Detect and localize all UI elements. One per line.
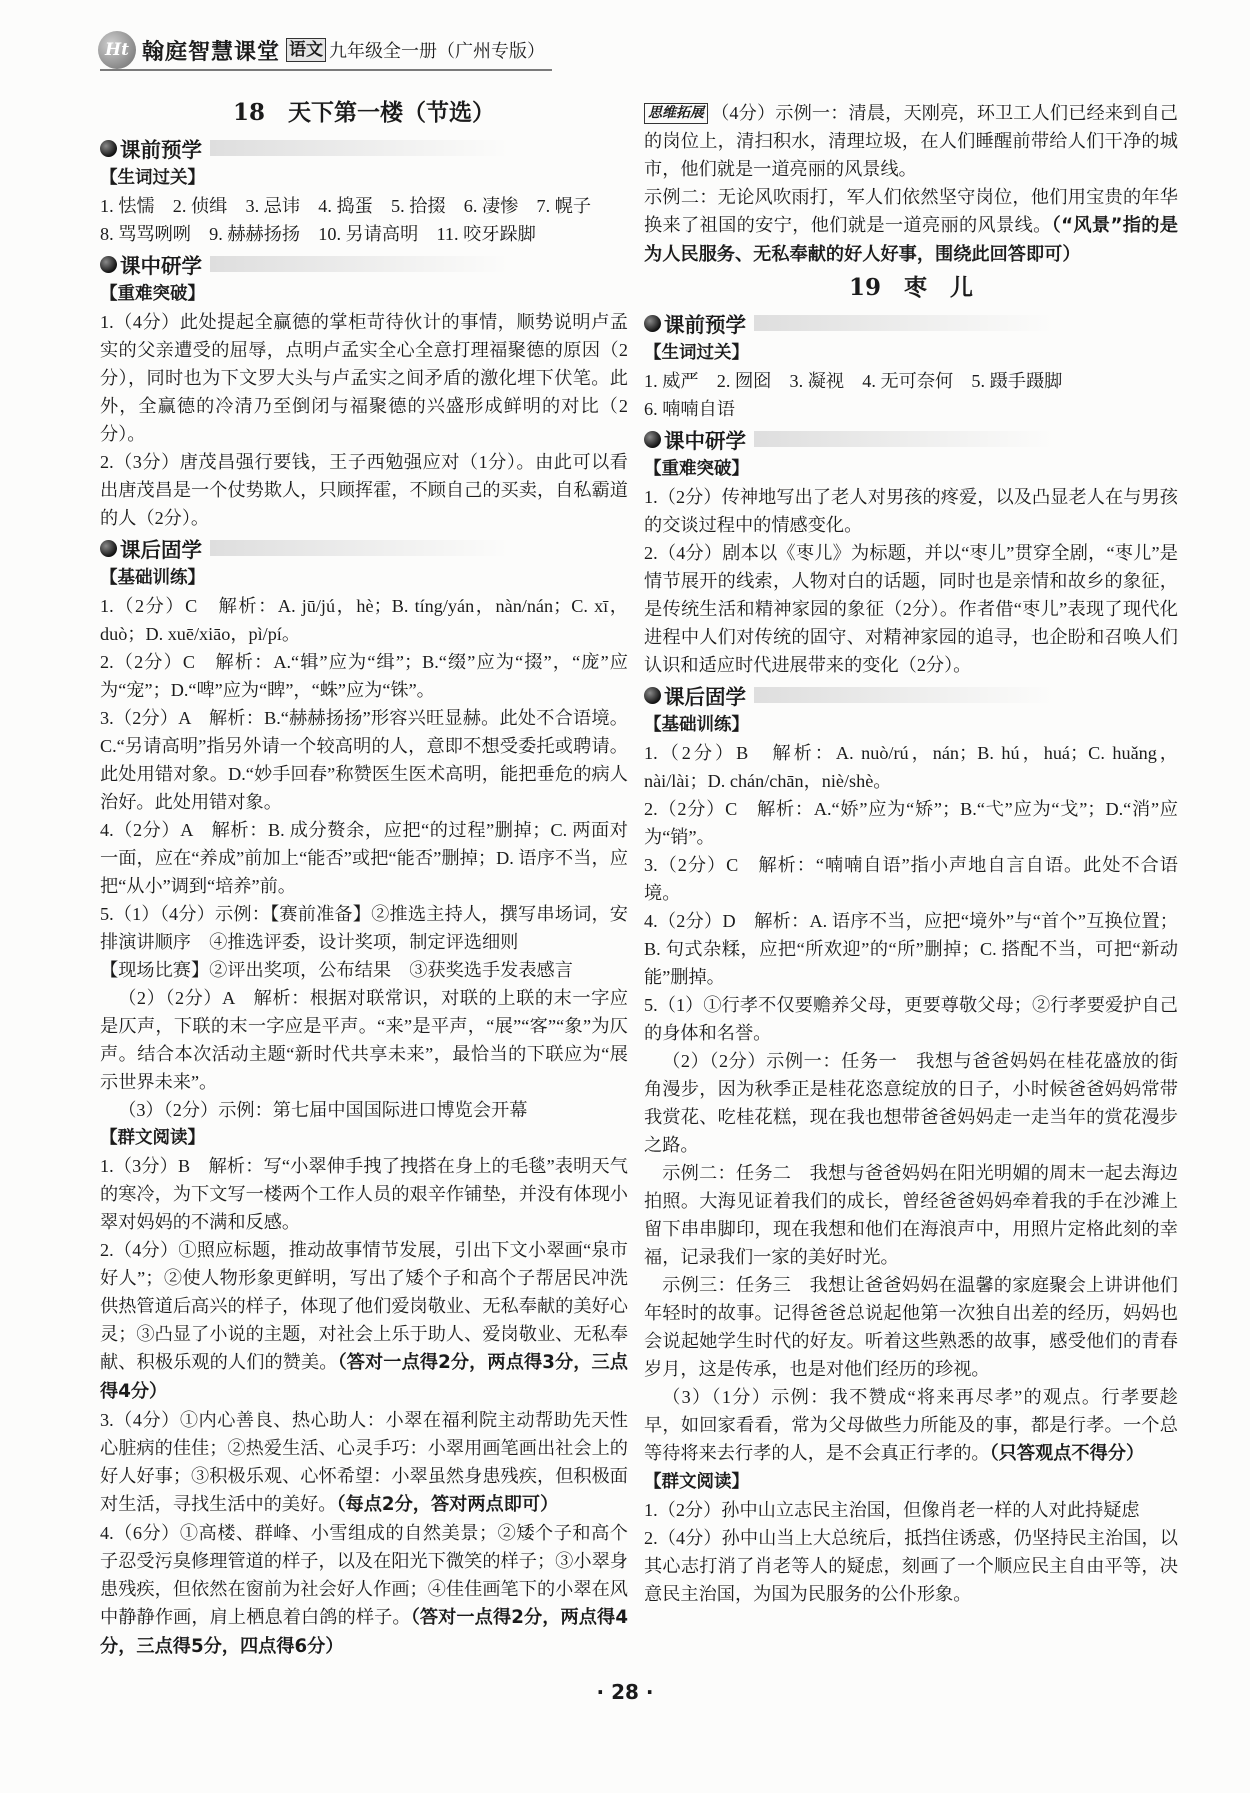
answer-line — [644, 367, 1178, 395]
answer-text: 2.（2分）C 解析：A.“娇”应为“矫”；B.“弋”应为“戈”；D.“消”应为“销”。 — [644, 799, 1178, 847]
answer-line — [644, 1047, 1178, 1159]
heading-shade — [210, 140, 510, 156]
group-label: 【基础训练】 — [644, 715, 749, 735]
page-header — [98, 30, 545, 70]
answer-line — [644, 483, 1178, 539]
left-column — [100, 94, 628, 1672]
section-heading — [644, 307, 1178, 339]
section-heading-text: 课前预学 — [664, 313, 746, 337]
answer-text: 示例三：任务三 我想让爸爸妈妈在温馨的家庭聚会上讲讲他们年轻时的故事。记得爸爸总说起他第一次独自出差的经历，妈妈也会说起她学生时代的好友。听着这些熟悉的故事，感受他们的青春岁月，这是传承，也是对他们经历的珍视。 — [644, 1275, 1178, 1379]
bullet-dot-icon — [644, 315, 661, 332]
answer-text: 4.（2分）D 解析：A. 语序不当，应把“境外”与“首个”互换位置；B. 句式杂糅，应把“所欢迎”的“所”删掉；C. 搭配不当，可把“新动能”删掉。 — [644, 911, 1178, 987]
section-heading-text: 课中研学 — [120, 254, 202, 278]
answer-text: 2.（4分）①照应标题，推动故事情节发展，引出下文小翠画“泉市好人”；②使人物形象更鲜明，写出了矮个子和高个子帮居民冲洗供热管道后高兴的样子，体现了他们爱岗敬业、无私奉献的美好心灵；③凸显了小说的主题，对社会上乐于助人、爱岗敬业、无私奉献、积极乐观的人们的赞美。 — [100, 1240, 628, 1372]
bullet-dot-icon — [100, 540, 117, 557]
answer-line — [100, 648, 628, 704]
answer-line — [100, 1152, 628, 1236]
bullet-dot-icon — [100, 256, 117, 273]
answer-text: 3.（2分）C 解析：“喃喃自语”指小声地自言自语。此处不合语境。 — [644, 855, 1178, 903]
scoring-note: （“风景”指的是为人民服务、无私奉献的好人好事，围绕此回答即可） — [644, 215, 1178, 265]
answer-line — [644, 739, 1178, 795]
answer-text: 4.（6分）①高楼、群峰、小雪组成的自然美景；②矮个子和高个子忍受污臭修理管道的样子，以及在阳光下微笑的样子；③小翠身患残疾，但依然在窗前为社会好人作画；④佳佳画笔下的小翠在风中静静作画，肩上栖息着白鸽的样子。 — [100, 1523, 628, 1627]
answer-line — [644, 183, 1178, 269]
answer-text: 【现场比赛】②评出奖项，公布结果 ③获奖选手发表感言 — [100, 960, 573, 980]
answer-line — [100, 220, 628, 248]
heading-shade — [754, 431, 1054, 447]
group-label: 【群文阅读】 — [100, 1128, 205, 1148]
header-divider — [100, 69, 552, 71]
answer-line — [100, 448, 628, 532]
brand-name: 翰庭智慧课堂 — [142, 39, 281, 65]
answer-text: 1.（2分）C 解析：A. jū/jú，hè；B. tíng/yán，nàn/nán；C. xī，duò；D. xuē/xiāo，pì/pí。 — [100, 596, 628, 644]
group-label: 【重难突破】 — [644, 459, 749, 479]
answer-line — [100, 984, 628, 1096]
answer-line — [100, 900, 628, 956]
heading-shade — [754, 315, 1054, 331]
answer-text: （3）（1分）示例：我不赞成“将来再尽孝”的观点。行孝要趁早，如回家看看，常为父母做些力所能及的事，都是行孝。一个总等待将来去行孝的人，是不会真正行孝的。 — [644, 1387, 1178, 1463]
section-heading — [644, 679, 1178, 711]
answer-line — [100, 704, 628, 816]
group-label: 【生词过关】 — [644, 343, 749, 363]
scoring-note: （答对一点得2分，两点得4分，三点得5分，四点得6分） — [100, 1607, 628, 1657]
section-block — [644, 679, 1178, 1608]
answer-text: 1.（4分）此处提起全赢德的掌柜苛待伙计的事情，顺势说明卢孟实的父亲遭受的屈辱，点明卢孟实全心全意打理福聚德的原因（2分），同时也为下文罗大头与卢孟实之间矛盾的激化埋下伏笔。此外，全赢德的冷清乃至倒闭与福聚德的兴盛形成鲜明的对比（2分）。 — [100, 312, 628, 444]
extension-badge: 思维拓展 — [644, 103, 708, 124]
section-heading — [100, 248, 628, 280]
section-heading — [100, 132, 628, 164]
answer-text: 1.（2分）B 解析：A. nuò/rú，nán；B. hú，huá；C. huǎng，nài/lài；D. chán/chān，niè/shè。 — [644, 743, 1178, 791]
answer-text: 1.（3分）B 解析：写“小翠伸手拽了拽搭在身上的毛毯”表明天气的寒冷，为下文写一楼两个工作人员的艰辛作铺垫，并没有体现小翠对妈妈的不满和反感。 — [100, 1156, 628, 1232]
scoring-note: （每点2分，答对两点即可） — [336, 1494, 559, 1515]
answer-text: 1.（2分）传神地写出了老人对男孩的疼爱，以及凸显老人在与男孩的交谈过程中的情感变化。 — [644, 487, 1178, 535]
answer-text: 5.（1）（4分）示例：【赛前准备】②推选主持人，撰写串场词，安排演讲顺序 ④推选评委，设计奖项，制定评选细则 — [100, 904, 628, 952]
group-label: 【生词过关】 — [100, 168, 205, 188]
answer-line — [100, 308, 628, 448]
answer-text: 2.（4分）孙中山当上大总统后，抵挡住诱惑，仍坚持民主治国，以其心志打消了肖老等人的疑虑，刻画了一个顺应民主自由平等，决意民主治国，为国为民服务的公仆形象。 — [644, 1528, 1178, 1604]
answer-text: 5.（1）①行孝不仅要赡养父母，更要尊敬父母；②行孝要爱护自己的身体和名誉。 — [644, 995, 1178, 1043]
group-label: 【重难突破】 — [100, 284, 205, 304]
answer-line — [644, 99, 1178, 183]
brand-logo-icon: Ht — [98, 31, 136, 69]
lesson-title: 18 天下第一楼（节选） — [232, 99, 495, 126]
answer-line — [100, 816, 628, 900]
answer-text: 8. 骂骂咧咧 9. 赫赫扬扬 10. 另请高明 11. 咬牙跺脚 — [100, 224, 536, 244]
answer-text: 1. 威严 2. 囫囵 3. 凝视 4. 无可奈何 5. 蹑手蹑脚 — [644, 371, 1063, 391]
answer-line — [100, 1096, 628, 1124]
answer-line — [644, 991, 1178, 1047]
group-label: 【基础训练】 — [100, 568, 205, 588]
answer-text: （4分）示例一：清晨，天刚亮，环卫工人们已经来到自己的岗位上，清扫积水，清理垃圾，在人们睡醒前带给人们干净的城市，他们就是一道亮丽的风景线。 — [644, 103, 1178, 179]
answer-text: 示例二：无论风吹雨打，军人们依然坚守岗位，他们用宝贵的年华换来了祖国的安宁，他们就是一道亮丽的风景线。 — [644, 187, 1178, 235]
answer-line — [100, 592, 628, 648]
answer-line — [644, 1524, 1178, 1608]
answer-text: 1. 怯懦 2. 侦缉 3. 忌讳 4. 捣蛋 5. 拾掇 6. 凄惨 7. 幌子 — [100, 196, 592, 216]
answer-line — [644, 795, 1178, 851]
answer-line — [644, 395, 1178, 423]
heading-shade — [210, 256, 510, 272]
answer-line — [644, 907, 1178, 991]
answer-text: （2）（2分）示例一：任务一 我想与爸爸妈妈在桂花盛放的街角漫步，因为秋季正是桂花恣意绽放的日子，小时候爸爸妈妈常带我赏花、吃桂花糕，现在我也想带爸爸妈妈走一走当年的赏花漫步之路。 — [644, 1051, 1178, 1155]
answer-line — [644, 1383, 1178, 1468]
answer-line — [644, 1271, 1178, 1383]
subject-badge: 语文 — [286, 38, 326, 62]
heading-shade — [210, 540, 510, 556]
bullet-dot-icon — [644, 687, 661, 704]
answer-line — [100, 1406, 628, 1519]
answer-line — [100, 192, 628, 220]
answer-line — [644, 539, 1178, 679]
extension-block — [644, 99, 1178, 269]
bullet-dot-icon — [100, 140, 117, 157]
answer-text: 3.（4分）①内心善良、热心助人：小翠在福利院主动帮助先天性心脏病的佳佳；②热爱生活、心灵手巧：小翠用画笔画出社会上的好人好事；③积极乐观、心怀希望：小翠虽然身患残疾，但积极面对生活，寻找生活中的美好。 — [100, 1410, 628, 1514]
answer-text: 2.（2分）C 解析：A.“辑”应为“缉”；B.“缀”应为“掇”，“庞”应为“宠”；D.“啤”应为“睥”，“蛛”应为“铢”。 — [100, 652, 628, 700]
section-heading-text: 课前预学 — [120, 138, 202, 162]
section-block — [644, 307, 1178, 423]
answer-text: 4.（2分）A 解析：B. 成分赘余，应把“的过程”删掉；C. 两面对一面，应在“养成”前加上“能否”或把“能否”删掉；D. 语序不当，应把“从小”调到“培养”前。 — [100, 820, 628, 896]
answer-line — [100, 956, 628, 984]
section-heading — [100, 532, 628, 564]
section-heading-text: 课后固学 — [664, 685, 746, 709]
section-heading-text: 课后固学 — [120, 538, 202, 562]
section-block — [100, 248, 628, 532]
answer-text: 1.（2分）孙中山立志民主治国，但像肖老一样的人对此持疑虑 — [644, 1500, 1140, 1520]
answer-line — [644, 851, 1178, 907]
answer-text: 2.（3分）唐茂昌强行要钱，王子西勉强应对（1分）。由此可以看出唐茂昌是一个仗势欺人，只顾挥霍，不顾自己的买卖，自私霸道的人（2分）。 — [100, 452, 628, 528]
section-heading-text: 课中研学 — [664, 429, 746, 453]
answer-line — [644, 1159, 1178, 1271]
answer-text: 示例二：任务二 我想与爸爸妈妈在阳光明媚的周末一起去海边拍照。大海见证着我们的成长，曾经爸爸妈妈牵着我的手在沙滩上留下串串脚印，现在我想和他们在海浪声中，用照片定格此刻的幸福，记录我们一家的美好时光。 — [644, 1163, 1178, 1267]
answer-line — [644, 1496, 1178, 1524]
lesson-title: 19 枣 儿 — [848, 274, 973, 301]
right-column — [644, 99, 1178, 1677]
answer-text: （3）（2分）示例：第七届中国国际进口博览会开幕 — [118, 1100, 528, 1120]
answer-line — [100, 1236, 628, 1406]
group-label: 【群文阅读】 — [644, 1472, 749, 1492]
section-block — [100, 532, 628, 1661]
answer-text: 6. 喃喃自语 — [644, 399, 735, 419]
page-number: · 28 · — [0, 1680, 1250, 1704]
answer-line — [100, 1519, 628, 1661]
section-block — [100, 132, 628, 248]
answer-text: 3.（2分）A 解析：B.“赫赫扬扬”形容兴旺显赫。此处不合语境。C.“另请高明”指另外请一个较高明的人，意即不想受委托或聘请。此处用错对象。D.“妙手回春”称赞医生医术高明，能把垂危的病人治好。此处用错对象。 — [100, 708, 628, 812]
section-heading — [644, 423, 1178, 455]
bullet-dot-icon — [644, 431, 661, 448]
scoring-note: （只答观点不得分） — [989, 1443, 1145, 1464]
section-block — [644, 423, 1178, 679]
heading-shade — [754, 687, 1054, 703]
book-title: 九年级全一册（广州专版） — [329, 41, 546, 62]
scoring-note: （答对一点得2分，两点得3分，三点得4分） — [100, 1352, 628, 1402]
answer-text: 2.（4分）剧本以《枣儿》为标题，并以“枣儿”贯穿全剧，“枣儿”是情节展开的线索，人物对白的话题，同时也是亲情和故乡的象征，是传统生活和精神家园的象征（2分）。作者借“枣儿”表现了现代化进程中人们对传统的固守、对精神家园的追寻，也企盼和召唤人们认识和适应时代进展带来的变化（2分）。 — [644, 543, 1178, 675]
answer-text: （2）（2分）A 解析：根据对联常识，对联的上联的末一字应是仄声，下联的末一字应是平声。“来”是平声，“展”“客”“象”为仄声。结合本次活动主题“新时代共享未来”，最恰当的下联应为“展示世界未来”。 — [100, 988, 628, 1092]
